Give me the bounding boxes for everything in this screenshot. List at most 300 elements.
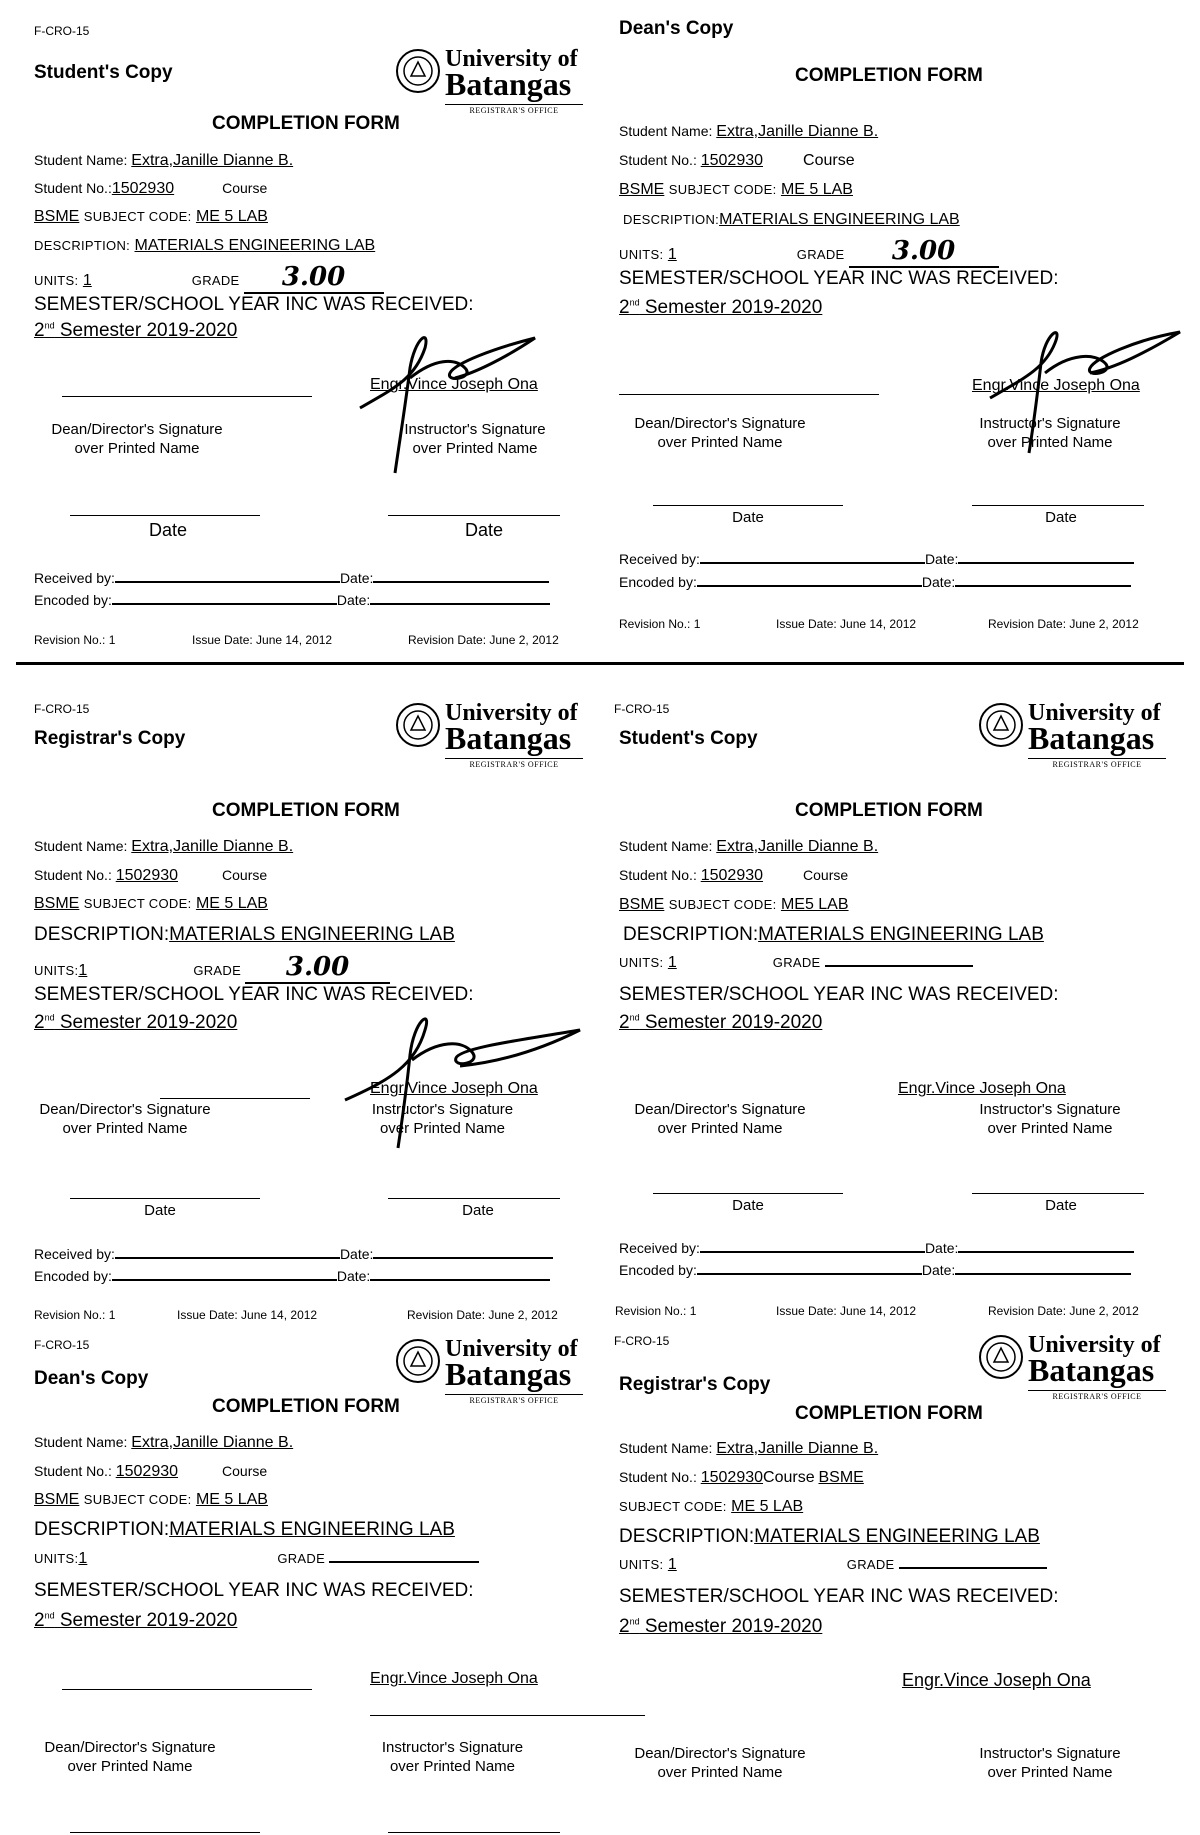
course-label: Course <box>803 152 855 169</box>
course-value: BSME <box>34 208 80 225</box>
form-title: COMPLETION FORM <box>795 65 983 86</box>
grade-field <box>244 262 384 294</box>
student-name-value: Extra,Janille Dianne B. <box>716 123 879 140</box>
semester-text: Semester 2019-2020 <box>639 297 823 318</box>
received-field <box>115 1257 340 1259</box>
course-label: Course <box>222 180 268 196</box>
handwritten-grade: 3.00 <box>281 262 346 292</box>
student-no-label: Student No.: <box>34 180 112 196</box>
received-field <box>700 562 925 564</box>
units-label: UNITS: <box>34 1551 79 1566</box>
instructor-date-label: Date <box>462 1202 494 1219</box>
description-row <box>623 211 960 229</box>
semester-suffix: nd <box>629 1616 640 1627</box>
encoded-row <box>34 592 550 608</box>
form-title: COMPLETION FORM <box>212 113 400 134</box>
student-name-row <box>34 1434 293 1452</box>
course-value: BSME <box>34 1491 80 1508</box>
instructor-date-label: Date <box>1045 509 1077 526</box>
semester-suffix: nd <box>629 1012 640 1023</box>
course-label: Course <box>222 1463 268 1479</box>
handwritten-grade: 3.00 <box>891 236 956 266</box>
dean-signature-line <box>160 1098 310 1099</box>
university-seal-icon <box>978 1334 1024 1380</box>
student-name-row <box>34 838 293 856</box>
received-label: Received by: <box>619 1240 700 1256</box>
form-student-copy-2 <box>600 690 1200 1330</box>
dean-signature-line <box>62 396 312 397</box>
subject-code-value: ME 5 LAB <box>780 181 853 198</box>
course-value: BSME <box>818 1469 864 1486</box>
instructor-caption-line2: over Printed Name <box>379 1120 506 1137</box>
received-field <box>115 581 340 583</box>
logo-text-batangas: Batangas <box>445 66 572 102</box>
instructor-date-line <box>388 1832 560 1833</box>
form-title: COMPLETION FORM <box>212 800 400 821</box>
subject-code-value: ME5 LAB <box>780 896 849 913</box>
description-value: MATERIALS ENGINEERING LAB <box>754 1526 1040 1547</box>
copy-label: Dean's Copy <box>619 18 734 39</box>
student-name-label: Student Name: <box>34 152 128 168</box>
description-row <box>619 1526 1040 1548</box>
semester-number: 2 <box>34 1012 45 1033</box>
grade-field <box>825 965 973 967</box>
instructor-name: Engr.Vince Joseph Ona <box>370 1080 538 1097</box>
dean-date-label: Date <box>732 509 764 526</box>
university-logo <box>395 1338 585 1410</box>
instructor-caption-line1: Instructor's Signature <box>404 421 546 438</box>
copy-label: Dean's Copy <box>34 1368 149 1389</box>
student-name-label: Student Name: <box>619 1440 713 1456</box>
instructor-name: Engr.Vince Joseph Ona <box>902 1670 1091 1690</box>
instructor-signature <box>355 318 545 478</box>
dean-date-line <box>70 1198 260 1199</box>
instructor-caption-line2: over Printed Name <box>987 1120 1113 1137</box>
student-name-row <box>619 123 878 141</box>
units-label: UNITS: <box>34 963 79 978</box>
semester-label: SEMESTER/SCHOOL YEAR INC WAS RECEIVED: <box>34 1580 474 1601</box>
instructor-caption-line1: Instructor's Signature <box>979 1745 1121 1762</box>
instructor-signature <box>340 1000 585 1150</box>
description-label: DESCRIPTION: <box>34 924 170 945</box>
encoded-date-field <box>370 1279 550 1281</box>
units-value: 1 <box>78 1550 88 1567</box>
form-student-copy-1 <box>0 0 600 660</box>
received-label: Received by: <box>34 1246 115 1262</box>
encoded-label: Encoded by: <box>34 1268 112 1284</box>
copy-label: Student's Copy <box>34 62 173 83</box>
student-name-label: Student Name: <box>34 1434 128 1450</box>
received-date-field <box>373 1257 553 1259</box>
student-no-value: 1502930 <box>111 180 175 197</box>
revision-no: Revision No.: 1 <box>34 633 116 647</box>
encoded-date-label: Date: <box>921 1262 956 1278</box>
received-date-field <box>373 581 549 583</box>
form-code: F-CRO-15 <box>614 1334 670 1348</box>
form-code: F-CRO-15 <box>34 24 90 38</box>
university-seal-icon <box>395 1338 441 1384</box>
student-name-row <box>619 1440 878 1458</box>
description-label: DESCRIPTION: <box>623 212 720 227</box>
student-name-label: Student Name: <box>619 838 713 854</box>
subject-row <box>34 1491 268 1509</box>
description-label: DESCRIPTION: <box>34 238 131 253</box>
subject-code-label: SUBJECT CODE: <box>83 1492 192 1507</box>
description-value: MATERIALS ENGINEERING LAB <box>169 1519 455 1540</box>
issue-date: Issue Date: June 14, 2012 <box>776 617 917 631</box>
semester-value <box>34 320 237 342</box>
logo-text-registrar: REGISTRAR'S OFFICE <box>445 104 583 115</box>
encoded-date-field <box>955 1273 1131 1275</box>
form-dean-copy-1 <box>600 0 1200 660</box>
grade-label: GRADE <box>846 1557 895 1572</box>
description-row <box>34 1519 455 1541</box>
instructor-signature <box>985 318 1185 458</box>
revision-date: Revision Date: June 2, 2012 <box>988 617 1139 631</box>
course-label: Course <box>803 867 849 883</box>
dean-caption <box>615 414 825 452</box>
student-name-value: Extra,Janille Dianne B. <box>131 152 294 169</box>
subject-code-value: ME 5 LAB <box>195 1491 268 1508</box>
student-name-row <box>619 838 878 856</box>
units-value: 1 <box>82 272 92 289</box>
student-no-row <box>34 1463 267 1481</box>
instructor-caption-line2: over Printed Name <box>412 440 538 457</box>
description-value: MATERIALS ENGINEERING LAB <box>169 924 455 945</box>
semester-label: SEMESTER/SCHOOL YEAR INC WAS RECEIVED: <box>619 984 1059 1005</box>
received-date-label: Date: <box>339 570 374 586</box>
dean-caption-line1: Dean/Director's Signature <box>634 1745 806 1762</box>
instructor-caption <box>955 1100 1145 1138</box>
dean-caption <box>615 1744 825 1782</box>
dean-caption-line1: Dean/Director's Signature <box>634 1101 806 1118</box>
instructor-date-line <box>388 515 560 516</box>
issue-date: Issue Date: June 14, 2012 <box>776 1304 917 1318</box>
logo-text-university: University of <box>445 700 578 726</box>
subject-row <box>619 1498 803 1516</box>
course-value: BSME <box>619 181 665 198</box>
instructor-caption <box>365 1738 540 1776</box>
units-grade-row <box>619 1556 1047 1574</box>
semester-suffix: nd <box>44 1012 55 1023</box>
instructor-name: Engr.Vince Joseph Ona <box>370 376 538 393</box>
dean-caption-line1: Dean/Director's Signature <box>634 415 806 432</box>
semester-text: Semester 2019-2020 <box>54 320 238 341</box>
subject-row <box>34 208 268 226</box>
units-label: UNITS: <box>619 247 664 262</box>
instructor-date-line <box>388 1198 560 1199</box>
units-grade-row <box>619 236 999 268</box>
revision-date: Revision Date: June 2, 2012 <box>408 633 559 647</box>
subject-row <box>619 896 849 914</box>
encoded-row <box>619 574 1131 590</box>
semester-label: SEMESTER/SCHOOL YEAR INC WAS RECEIVED: <box>619 268 1059 289</box>
logo-text-batangas: Batangas <box>445 1356 572 1392</box>
grade-label: GRADE <box>796 247 845 262</box>
university-seal-icon <box>395 702 441 748</box>
subject-code-label: SUBJECT CODE: <box>668 182 777 197</box>
student-no-label: Student No.: <box>619 867 697 883</box>
handwritten-grade: 3.00 <box>285 952 350 982</box>
subject-row <box>34 895 268 913</box>
course-label: Course <box>222 867 268 883</box>
subject-code-label: SUBJECT CODE: <box>668 897 777 912</box>
description-label: DESCRIPTION: <box>34 1519 170 1540</box>
encoded-date-field <box>955 585 1131 587</box>
encoded-field <box>697 1273 922 1275</box>
form-code: F-CRO-15 <box>34 702 90 716</box>
semester-label: SEMESTER/SCHOOL YEAR INC WAS RECEIVED: <box>619 1586 1059 1607</box>
semester-number: 2 <box>619 297 630 318</box>
instructor-caption-line2: over Printed Name <box>389 1758 516 1775</box>
student-name-label: Student Name: <box>34 838 128 854</box>
semester-suffix: nd <box>629 297 640 308</box>
received-label: Received by: <box>619 551 700 567</box>
dean-caption <box>25 1738 235 1776</box>
dean-caption-line2: over Printed Name <box>67 1758 193 1775</box>
dean-caption-line2: over Printed Name <box>657 434 783 451</box>
page-divider <box>16 662 1184 665</box>
instructor-date-line <box>972 1193 1144 1194</box>
instructor-name: Engr.Vince Joseph Ona <box>972 377 1140 394</box>
instructor-name: Engr.Vince Joseph Ona <box>898 1080 1066 1097</box>
revision-no: Revision No.: 1 <box>619 617 701 631</box>
instructor-caption-line2: over Printed Name <box>987 1764 1113 1781</box>
university-logo <box>395 702 585 774</box>
form-registrar-copy-2 <box>600 1330 1200 1835</box>
dean-caption-line1: Dean/Director's Signature <box>44 1739 216 1756</box>
semester-suffix: nd <box>44 320 55 331</box>
logo-text-university: University of <box>1028 700 1161 726</box>
student-no-value: 1502930 <box>700 1469 764 1486</box>
student-no-value: 1502930 <box>700 867 764 884</box>
dean-caption <box>32 420 242 458</box>
form-title: COMPLETION FORM <box>795 800 983 821</box>
instructor-caption-line1: Instructor's Signature <box>381 1739 524 1756</box>
semester-value <box>619 297 822 319</box>
dean-date-label: Date <box>144 1202 176 1219</box>
semester-value <box>34 1012 237 1034</box>
semester-number: 2 <box>619 1616 630 1637</box>
received-field <box>700 1251 925 1253</box>
logo-text-batangas: Batangas <box>1028 720 1155 756</box>
dean-caption <box>20 1100 230 1138</box>
university-logo <box>978 702 1168 774</box>
grade-field <box>849 236 999 268</box>
course-value: BSME <box>619 896 665 913</box>
logo-text-registrar: REGISTRAR'S OFFICE <box>1028 758 1166 769</box>
student-no-value: 1502930 <box>700 152 764 169</box>
student-no-row <box>619 1469 864 1487</box>
dean-date-line <box>653 1193 843 1194</box>
form-title: COMPLETION FORM <box>212 1396 400 1417</box>
description-row <box>34 237 375 255</box>
subject-code-value: ME 5 LAB <box>731 1498 804 1515</box>
copy-label: Registrar's Copy <box>34 728 186 749</box>
units-grade-row <box>34 952 390 984</box>
received-row <box>619 551 1134 567</box>
form-code: F-CRO-15 <box>614 702 670 716</box>
encoded-field <box>112 1279 337 1281</box>
encoded-label: Encoded by: <box>619 574 697 590</box>
logo-text-batangas: Batangas <box>1028 1352 1155 1388</box>
revision-no: Revision No.: 1 <box>34 1308 116 1322</box>
dean-signature-line <box>62 1689 312 1690</box>
issue-date: Issue Date: June 14, 2012 <box>192 633 333 647</box>
description-label: DESCRIPTION: <box>623 924 759 945</box>
encoded-field <box>112 603 337 605</box>
dean-signature-line <box>619 394 879 395</box>
encoded-label: Encoded by: <box>619 1262 697 1278</box>
description-value: MATERIALS ENGINEERING LAB <box>758 924 1044 945</box>
units-value: 1 <box>667 246 677 263</box>
logo-text-university: University of <box>445 46 578 72</box>
student-no-value: 1502930 <box>115 1463 179 1480</box>
university-logo <box>395 48 585 120</box>
student-name-value: Extra,Janille Dianne B. <box>131 838 294 855</box>
instructor-name: Engr.Vince Joseph Ona <box>370 1670 538 1687</box>
form-title: COMPLETION FORM <box>795 1403 983 1424</box>
units-label: UNITS: <box>619 1557 664 1572</box>
issue-date: Issue Date: June 14, 2012 <box>177 1308 318 1322</box>
student-no-label: Student No.: <box>34 867 112 883</box>
encoded-field <box>697 585 922 587</box>
received-row <box>34 1246 553 1262</box>
copy-label: Registrar's Copy <box>619 1374 771 1395</box>
description-value: MATERIALS ENGINEERING LAB <box>719 211 960 228</box>
student-no-label: Student No.: <box>619 152 697 168</box>
received-date-field <box>958 1251 1134 1253</box>
semester-text: Semester 2019-2020 <box>54 1012 238 1033</box>
received-date-label: Date: <box>924 1240 959 1256</box>
grade-label: GRADE <box>193 963 242 978</box>
student-no-label: Student No.: <box>619 1469 697 1485</box>
instructor-date-label: Date <box>464 520 504 540</box>
dean-caption-line1: Dean/Director's Signature <box>39 1101 211 1118</box>
student-no-row <box>619 867 848 885</box>
form-registrar-copy-1 <box>0 690 600 1330</box>
semester-value <box>619 1012 822 1034</box>
dean-caption-line2: over Printed Name <box>657 1764 783 1781</box>
university-seal-icon <box>395 48 441 94</box>
subject-code-label: SUBJECT CODE: <box>83 896 192 911</box>
subject-code-value: ME 5 LAB <box>195 895 268 912</box>
course-value: BSME <box>34 895 80 912</box>
subject-row <box>619 181 853 199</box>
received-date-field <box>958 562 1134 564</box>
dean-date-label: Date <box>148 520 188 540</box>
units-grade-row <box>619 954 973 972</box>
encoded-date-field <box>370 603 550 605</box>
dean-caption <box>615 1100 825 1138</box>
logo-text-registrar: REGISTRAR'S OFFICE <box>445 1394 583 1405</box>
student-no-value: 1502930 <box>115 867 179 884</box>
logo-text-batangas: Batangas <box>445 720 572 756</box>
student-no-row <box>34 867 267 885</box>
encoded-date-label: Date: <box>336 592 371 608</box>
semester-suffix: nd <box>44 1610 55 1621</box>
university-seal-icon <box>978 702 1024 748</box>
encoded-row <box>619 1262 1131 1278</box>
student-no-row <box>619 152 855 170</box>
semester-label: SEMESTER/SCHOOL YEAR INC WAS RECEIVED: <box>34 984 474 1005</box>
subject-code-label: SUBJECT CODE: <box>619 1499 727 1514</box>
student-no-label: Student No.: <box>34 1463 112 1479</box>
description-label: DESCRIPTION: <box>619 1526 755 1547</box>
units-label: UNITS: <box>34 273 79 288</box>
received-row <box>34 570 549 586</box>
dean-date-line <box>70 1832 260 1833</box>
grade-label: GRADE <box>191 273 240 288</box>
instructor-caption-line1: Instructor's Signature <box>979 415 1121 432</box>
dean-caption-line2: over Printed Name <box>62 1120 188 1137</box>
logo-text-registrar: REGISTRAR'S OFFICE <box>445 758 583 769</box>
student-name-value: Extra,Janille Dianne B. <box>131 1434 294 1451</box>
encoded-label: Encoded by: <box>34 592 112 608</box>
dean-date-line <box>70 515 260 516</box>
semester-number: 2 <box>34 320 45 341</box>
semester-number: 2 <box>619 1012 630 1033</box>
semester-text: Semester 2019-2020 <box>639 1012 823 1033</box>
semester-value <box>619 1616 822 1638</box>
encoded-date-label: Date: <box>336 1268 371 1284</box>
student-no-row <box>34 180 267 198</box>
copy-label: Student's Copy <box>619 728 758 749</box>
revision-no: Revision No.: 1 <box>615 1304 697 1318</box>
semester-value <box>34 1610 237 1632</box>
grade-field <box>329 1561 479 1563</box>
encoded-row <box>34 1268 550 1284</box>
grade-label: GRADE <box>277 1551 326 1566</box>
semester-text: Semester 2019-2020 <box>54 1610 238 1631</box>
student-name-label: Student Name: <box>619 123 713 139</box>
semester-number: 2 <box>34 1610 45 1631</box>
description-row <box>34 924 455 946</box>
description-value: MATERIALS ENGINEERING LAB <box>134 237 376 254</box>
instructor-caption-line1: Instructor's Signature <box>979 1101 1121 1118</box>
grade-field <box>899 1567 1047 1569</box>
university-logo <box>978 1334 1168 1406</box>
dean-date-line <box>653 505 843 506</box>
units-value: 1 <box>78 962 88 979</box>
logo-text-university: University of <box>445 1336 578 1362</box>
course-label: Course <box>763 1469 815 1486</box>
revision-date: Revision Date: June 2, 2012 <box>407 1308 558 1322</box>
units-value: 1 <box>667 954 677 971</box>
logo-text-registrar: REGISTRAR'S OFFICE <box>1028 1390 1166 1401</box>
revision-date: Revision Date: June 2, 2012 <box>988 1304 1139 1318</box>
received-label: Received by: <box>34 570 115 586</box>
received-row <box>619 1240 1134 1256</box>
logo-text-university: University of <box>1028 1332 1161 1358</box>
student-name-value: Extra,Janille Dianne B. <box>716 1440 879 1457</box>
dean-caption-line2: over Printed Name <box>74 440 200 457</box>
units-value: 1 <box>667 1556 677 1573</box>
grade-field <box>245 952 390 984</box>
grade-label: GRADE <box>772 955 821 970</box>
instructor-date-label: Date <box>1045 1197 1077 1214</box>
instructor-caption <box>955 1744 1145 1782</box>
units-label: UNITS: <box>619 955 664 970</box>
semester-text: Semester 2019-2020 <box>639 1616 823 1637</box>
form-code: F-CRO-15 <box>34 1338 90 1352</box>
student-name-value: Extra,Janille Dianne B. <box>716 838 879 855</box>
subject-code-label: SUBJECT CODE: <box>83 209 192 224</box>
semester-label: SEMESTER/SCHOOL YEAR INC WAS RECEIVED: <box>34 294 474 315</box>
units-grade-row <box>34 1550 479 1568</box>
form-dean-copy-2 <box>0 1330 600 1835</box>
received-date-label: Date: <box>339 1246 374 1262</box>
